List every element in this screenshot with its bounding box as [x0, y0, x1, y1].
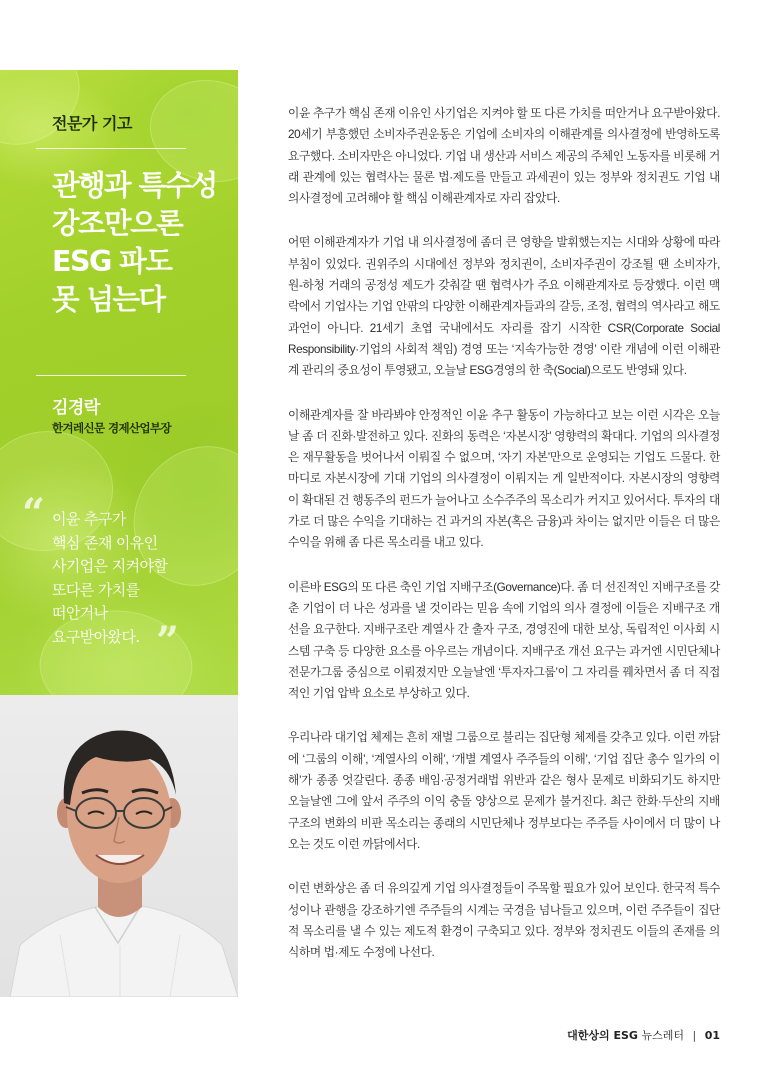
author-name: 김경락 [52, 398, 100, 418]
divider [36, 375, 186, 376]
article-paragraph: 어떤 이해관계자가 기업 내 의사결정에 좀더 큰 영향을 발휘했는지는 시대와 상황에 따라 부침이 있었다. 권위주의 시대에선 정부와 정치권이, 소비자주권이 강조될 땐 소비자가, 원-하청 거래의 공정성 제도가 갖춰갈 땐 협력사가 주요 이해관계자로 등장했다. 이런 맥락에서 기업사는 기업 안팎의 다양한 이해관계자들과의 갈등, 조정, 협력의 역사라고 해도 과언이 아니다. 21세기 초엽 국내에서도 자리를 잡기 시작한 CSR(Corporate Social Responsibility·기업의 사회적 책임) 경영 또는 ‘지속가능한 경영’ 이란 개념에 이런 이해관계 관리의 중요성이 투영됐고, 오늘날 ESG경영의 한 축(Social)으로도 반영돼 있다. [288, 236, 720, 378]
sidebar-panel [0, 70, 238, 695]
article-headline [52, 167, 232, 319]
close-quote-icon: ” [156, 618, 180, 665]
divider [36, 148, 186, 149]
headline-line: 관행과 특수성 [52, 169, 217, 202]
footer-separator: | [692, 1029, 697, 1042]
quote-line: 핵심 존재 이유인 [52, 533, 158, 552]
author-portrait-illustration [0, 695, 238, 997]
quote-line: 떠안거나 [52, 604, 108, 622]
section-label: 전문가 기고 [52, 114, 132, 133]
quote-line: 사기업은 지켜야할 [52, 557, 168, 575]
open-quote-icon: “ [22, 490, 46, 537]
page-number: 01 [704, 1029, 720, 1042]
publication-name: 대한상의 ESG [567, 1029, 638, 1042]
quote-line: 또다른 가치를 [52, 580, 140, 599]
article-paragraph: 우리나라 대기업 체제는 흔히 재벌 그룹으로 불리는 집단형 체제를 갖추고 있다. 이런 까닭에 ‘그룹의 이해’, ‘계열사의 이해’, ‘개별 계열사 주주들의 이해’, ‘기업 집단 총수 일가의 이해’가 종종 엇갈린다. 종종 배임·공정거래법 위반과 같은 형사 문제로 비화되기도 하지만 오늘날엔 그에 앞서 주주의 이익 충돌 양상으로 문제가 불거진다. 최근 한화·두산의 지배구조의 변화의 비판 목소리는 종래의 시민단체나 정부보다는 주주들 사이에서 더 많이 나오는 것도 이런 까닭에서다. [288, 731, 720, 851]
article-paragraph: 이윤 추구가 핵심 존재 이유인 사기업은 지켜야 할 또 다른 가치를 떠안거나 요구받아왔다. 20세기 부흥했던 소비자주권운동은 기업에 소비자의 이해관계를 의사결정에 반영하도록 요구했다. 소비자만은 아니었다. 기업 내 생산과 서비스 제공의 주체인 노동자를 비롯해 거래 관계에 있는 협력사는 물론 법·제도를 만들고 과세권이 있는 정부와 정치권도 기업 내 의사결정에 고려해야 할 핵심 이해관계자로 자리 잡았다. [288, 107, 720, 206]
headline-line: 못 넘는다 [52, 283, 165, 316]
quote-line: 요구받아왔다. [52, 627, 140, 646]
article-paragraph: 이런 변화상은 좀 더 유의깊게 기업 의사결정들이 주목할 필요가 있어 보인다. 한국적 특수성이나 관행을 강조하기엔 주주들의 시계는 국경을 넘나들고 있으며, 이런 주주들이 집단적 목소리를 낼 수 있는 제도적 환경이 구축되고 있다. 정부와 정치권도 이들의 존재를 의식하며 법·제도 수정에 나선다. [288, 882, 720, 960]
quote-line: 이윤 추구가 [52, 510, 126, 528]
article-body [288, 103, 720, 986]
newsletter-label: 뉴스레터 [641, 1029, 684, 1042]
article-paragraph: 이른바 ESG의 또 다른 축인 기업 지배구조(Governance)다. 좀 더 선진적인 지배구조를 갖춘 기업이 더 나은 성과를 낼 것이라는 믿음 속에 기업의 의사 결정에 이들은 지배구조 개선을 요구한다. 지배구조란 계열사 간 출자 구조, 경영진에 대한 보상, 독립적인 이사회 시스템 구축 등 다양한 요소를 아우르는 개념이다. 지배구조 개선 요구는 과거엔 시민단체나 전문가그룹 중심으로 이뤄졌지만 오늘날엔 ‘투자자그룹’이 그 자리를 꿰차면서 좀 더 직접적인 기업 압박 요소로 부상하고 있다. [288, 580, 720, 701]
pull-quote [52, 508, 167, 649]
page-footer [567, 1027, 720, 1043]
headline-line: 강조만으론 [52, 207, 183, 240]
author-photo [0, 695, 238, 997]
headline-line: ESG 파도 [52, 245, 172, 278]
author-title: 한겨레신문 경제산업부장 [52, 421, 172, 435]
article-paragraph: 이해관계자를 잘 바라봐야 안정적인 이윤 추구 활동이 가능하다고 보는 이런 시각은 오늘날 좀 더 진화·발전하고 있다. 진화의 동력은 ‘자본시장’ 영향력의 확대다. 기업의 의사결정은 재무활동을 벗어나서 이뤄질 수 없으며, ‘자기 자본’만으로 운영되는 기업도 드물다. 한마디로 자본시장에 기대 기업의 의사결정이 이뤄지는 게 일반적이다. 자본시장의 영향력이 확대된 건 행동주의 펀드가 늘어나고 소수주주의 목소리가 커지고 있어서다. 투자의 대가로 더 많은 수익을 기대하는 건 과거의 자본(혹은 금융)과 차이는 없지만 이들은 더 많은 수익을 위해 좀 다른 목소리를 내고 있다. [288, 408, 720, 550]
